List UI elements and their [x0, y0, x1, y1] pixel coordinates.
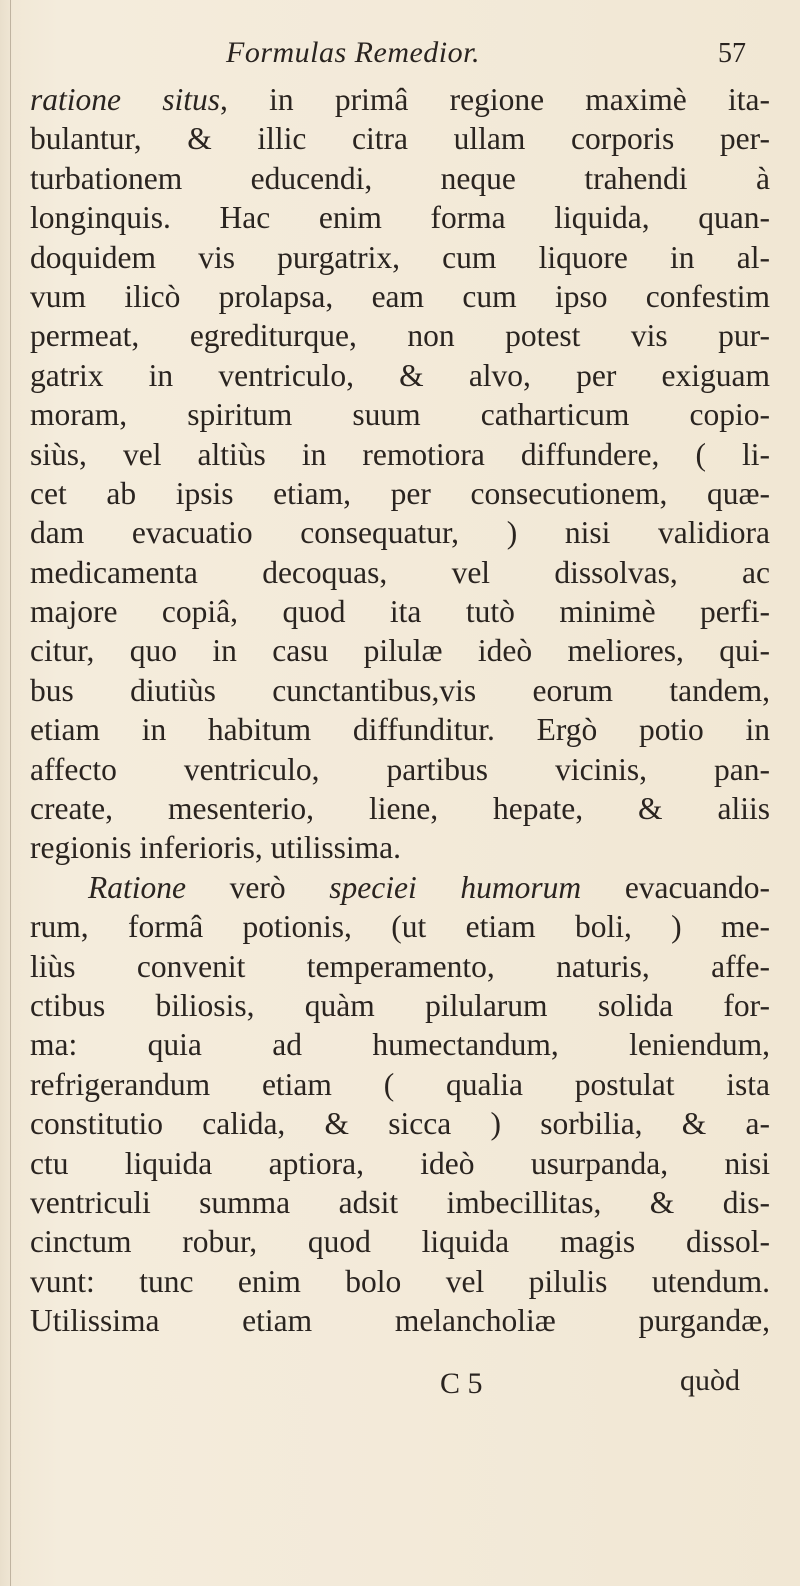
text-line — [30, 986, 770, 1025]
text-line — [30, 513, 770, 552]
gutter-line — [10, 0, 11, 1586]
line-text: ventriculi summa adsit imbecillitas, & dis- — [30, 1184, 770, 1220]
line-text: etiam in habitum diffunditur. Ergò potio in — [30, 712, 770, 748]
italic-phrase: ratione situs — [30, 82, 221, 117]
line-text: vunt: tunc enim bolo vel pilulis utendum. — [30, 1263, 770, 1299]
text-line — [30, 435, 770, 474]
italic-phrase: Ratione — [88, 869, 186, 905]
line-text: liùs convenit temperamento, naturis, affe- — [30, 948, 770, 984]
line-text: bus diutiùs cunctantibus,vis eorum tandem, — [30, 672, 770, 708]
page-number: 57 — [718, 38, 746, 69]
line-text: Utilissima etiam melancholiæ purgandæ, — [30, 1303, 770, 1339]
line-text: , in primâ regione maximè ita- — [220, 82, 770, 117]
text-line — [30, 828, 770, 867]
line-text: ctibus biliosis, quàm pilularum solida for- — [30, 987, 770, 1023]
text-line — [30, 631, 770, 670]
line-text: gatrix in ventriculo, & alvo, per exiguam — [30, 357, 770, 393]
text-line — [30, 1144, 770, 1183]
text-line — [30, 277, 770, 316]
line-text: vum ilicò prolapsa, eam cum ipso confestim — [30, 278, 770, 314]
running-head — [0, 36, 800, 76]
line-text: longinquis. Hac enim forma liquida, quan- — [30, 200, 770, 236]
line-text: siùs, vel altiùs in remotiora diffundere, ( li- — [30, 436, 770, 472]
text-line — [30, 789, 770, 828]
text-line — [30, 1104, 770, 1143]
line-text: regionis inferioris, utilissima. — [30, 830, 401, 866]
text-line — [30, 1065, 770, 1104]
text-line — [30, 1301, 770, 1340]
text-line — [30, 553, 770, 592]
line-text: doquidem vis purgatrix, cum liquore in al- — [30, 239, 770, 275]
line-text: refrigerandum etiam ( qualia postulat ista — [30, 1066, 770, 1102]
line-text: medicamenta decoquas, vel dissolvas, ac — [30, 554, 770, 590]
running-head-title: Formulas Remedior. — [226, 36, 480, 69]
body-text — [30, 80, 770, 1341]
line-text: affecto ventriculo, partibus vicinis, pan- — [30, 751, 770, 787]
line-text: create, mesenterio, liene, hepate, & aliis — [30, 791, 770, 827]
text-line — [30, 238, 770, 277]
signature-mark: C 5 — [440, 1367, 483, 1400]
catchword: quòd — [680, 1364, 740, 1397]
text-line — [30, 1183, 770, 1222]
line-text: citur, quo in casu pilulæ ideò meliores, qui- — [30, 633, 770, 669]
text-line — [30, 907, 770, 946]
line-text: majore copiâ, quod ita tutò minimè perfi- — [30, 594, 770, 630]
text-line — [30, 80, 770, 119]
text-line — [30, 1025, 770, 1064]
text-line — [30, 947, 770, 986]
text-line — [30, 868, 770, 907]
italic-phrase: speciei humorum — [329, 869, 582, 905]
text-line — [30, 316, 770, 355]
text-line — [30, 198, 770, 237]
text-line — [30, 395, 770, 434]
line-text: dam evacuatio consequatur, ) nisi validiora — [30, 515, 770, 551]
text-line — [30, 159, 770, 198]
text-line — [30, 356, 770, 395]
line-text: evacuando- — [581, 869, 770, 905]
line-text: cinctum robur, quod liquida magis dissol- — [30, 1224, 770, 1260]
text-line — [30, 750, 770, 789]
line-text: turbationem educendi, neque trahendi à — [30, 160, 770, 196]
line-text: verò — [185, 869, 330, 905]
line-text: permeat, egrediturque, non potest vis pur- — [30, 318, 770, 354]
text-line — [30, 710, 770, 749]
line-text: rum, formâ potionis, (ut etiam boli, ) me- — [30, 909, 770, 945]
line-text: cet ab ipsis etiam, per consecutionem, quæ- — [30, 475, 770, 511]
text-line — [30, 119, 770, 158]
text-line — [30, 1262, 770, 1301]
line-text: moram, spiritum suum catharticum copio- — [30, 397, 770, 433]
line-text: bulantur, & illic citra ullam corporis per- — [30, 121, 770, 157]
text-line — [30, 1222, 770, 1261]
text-line — [30, 671, 770, 710]
line-text: ma: quia ad humectandum, leniendum, — [30, 1027, 770, 1063]
line-text: ctu liquida aptiora, ideò usurpanda, nisi — [30, 1145, 770, 1181]
text-line — [30, 474, 770, 513]
line-text: constitutio calida, & sicca ) sorbilia, & a- — [30, 1106, 770, 1142]
text-line — [30, 592, 770, 631]
